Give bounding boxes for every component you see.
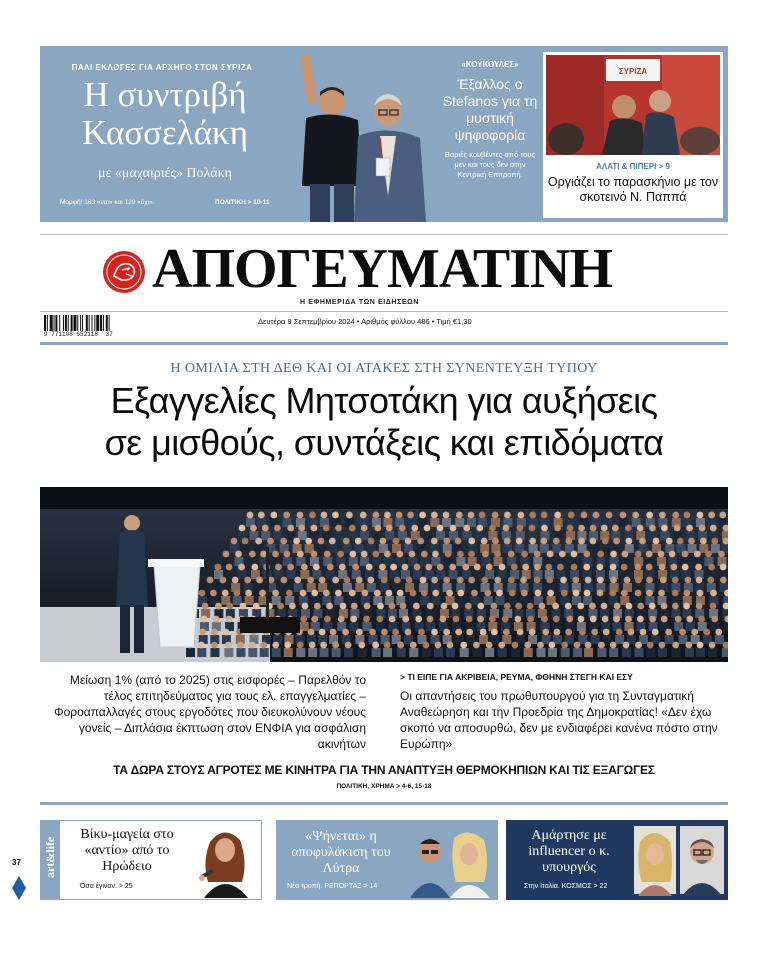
- main-story-sections[interactable]: ΠΟΛΙΤΙΚΗ, ΧΡΗΜΑ > 4-6, 15-18: [336, 783, 432, 790]
- right-story-kicker[interactable]: ΑΛΑΤΙ & ΠΙΠΕΡΙ > 9: [596, 162, 670, 171]
- left-story-subhead: με «μαχαιριές» Πολάκη: [97, 166, 233, 181]
- syriza-sign-text: ΣΥΡΙΖΑ: [618, 67, 648, 76]
- masthead-accent-rule: [40, 342, 728, 345]
- lytras-tag: Νέα τροπή. ΡΕΠΟΡΤΑΖ > 14: [287, 883, 378, 890]
- masthead-top-rule: [40, 234, 728, 235]
- casselakis-polakis-photo: [292, 46, 440, 222]
- newspaper-logo-emblem: [102, 250, 146, 294]
- newspaper-tagline: Η ΕΦΗΜΕΡΙΔΑ ΤΩΝ ΕΙΔΗΣΕΩΝ: [300, 299, 420, 306]
- lytras-headline[interactable]: «Ψήνεται» η αποφυλάκιση του Λύτρα: [291, 829, 391, 876]
- barcode-main-number: 9 771108 652118: [44, 331, 99, 338]
- main-headline-line-2: σε μισθούς, συντάξεις και επιδόματα: [104, 422, 664, 463]
- left-story-headline[interactable]: [50, 76, 280, 152]
- left-story-kicker: ΠΑΛΙ ΕΚΛΟΓΕΣ ΓΙΑ ΑΡΧΗΓΟ ΣΤΟΝ ΣΥΡΙΖΑ: [71, 63, 253, 72]
- masthead-bottom-rule: [40, 311, 728, 312]
- art-life-tab-label: art&life: [43, 836, 57, 878]
- issue-info: Δευτέρα 9 Σεπτεμβρίου 2024 • Αριθμός φύλλου 486 • Τιμή €1,30: [258, 317, 472, 326]
- main-headline-line-1: Εξαγγελίες Μητσοτάκη για αυξήσεις: [110, 380, 658, 421]
- influencer-minister-photo: [632, 824, 726, 896]
- left-story-votes: Μομφή! 163 «ναι» και 120 «όχι».: [60, 199, 155, 206]
- newspaper-title[interactable]: ΑΠΟΓΕΥΜΑΤΙΝΗ: [152, 238, 612, 300]
- main-story-headline[interactable]: [30, 380, 738, 464]
- singer-photo: [190, 822, 260, 898]
- left-headline-line-2: Κασσελάκη: [82, 113, 248, 152]
- left-headline-line-1: Η συντριβή: [83, 75, 247, 114]
- art-life-headline[interactable]: Βίκυ-μαγεία στο «αντίο» από το Ηρώδειο: [80, 827, 174, 874]
- middle-story-kicker: «ΚΟΥΚΟΥΛΕΣ»: [461, 60, 519, 69]
- main-photo-speech: [40, 487, 728, 662]
- right-column-kicker[interactable]: > ΤΙ ΕΙΠΕ ΓΙΑ ΑΚΡΙΒΕΙΑ, ΡΕΥΜΑ, ΦΘΗΝΗ ΣΤΕΓΗ ΚΑΙ ΕΣΥ: [400, 672, 633, 682]
- pappas-photo: [546, 55, 720, 155]
- page-number: 37: [12, 858, 21, 867]
- main-story-lead-right: Οι απαντήσεις του πρωθυπουργού για τη Συνταγματική Αναθεώρηση και την Προεδρία της Δημοκρατίας! «Δεν έχω σκοπό να αποσυρθώ, δεν με ενδιαφέρει κανένα πόστο στην Ευρώπη»: [400, 689, 718, 751]
- bottom-accent-rule: [40, 802, 728, 805]
- farmers-subheadline[interactable]: ΤΑ ΔΩΡΑ ΣΤΟΥΣ ΑΓΡΟΤΕΣ ΜΕ ΚΙΝΗΤΡΑ ΓΙΑ ΤΗΝ ΑΝΑΠΤΥΞΗ ΘΕΡΜΟΚΗΠΙΩΝ ΚΑΙ ΤΙΣ ΕΞΑΓΩΓΕΣ: [113, 763, 655, 777]
- middle-story-headline[interactable]: Έξαλλος ο Stefanos για τη μυστική ψηφοφορία: [442, 76, 538, 143]
- barcode-addon-number: 37: [105, 331, 113, 338]
- right-story-headline[interactable]: Οργιάζει το παρασκήνιο με τον σκοτεινό Ν. Παππά: [547, 175, 719, 204]
- left-story-section[interactable]: ΠΟΛΙΤΙΚΗ > 10-11: [215, 199, 270, 206]
- art-life-tag: Όσα έγιναν. > 25: [80, 883, 133, 890]
- minister-tag: Στην Ιταλία. ΚΟΣΜΟΣ > 22: [524, 883, 608, 890]
- main-story-lead-left: Μείωση 1% (από το 2025) στις εισφορές – Παρελθόν το τέλος επιτηδεύματος για τους ελ. επαγγελματίες – Φοροαπαλλαγές στους εργοδότες που διευκολύνουν νέους γονείς – Διπλάσια έκπτωση στον ΕΝΦΙΑ για ασφάλιση ακινήτων: [54, 673, 366, 751]
- main-story-kicker: Η ΟΜΙΛΙΑ ΣΤΗ ΔΕΘ ΚΑΙ ΟΙ ΑΤΑΚΕΣ ΣΤΗ ΣΥΝΕΝΤΕΥΞΗ ΤΥΠΟΥ: [170, 361, 598, 376]
- minister-headline[interactable]: Αμάρτησε με influencer ο κ. υπουργός: [528, 828, 610, 875]
- couple-photo: [400, 822, 496, 898]
- middle-story-description: Βαριές κουβέντες από τους μεν και τους δεν στην Κεντρική Επιτροπή.: [444, 150, 536, 179]
- barcode-number: [44, 331, 113, 338]
- diamond-icon: [12, 876, 26, 900]
